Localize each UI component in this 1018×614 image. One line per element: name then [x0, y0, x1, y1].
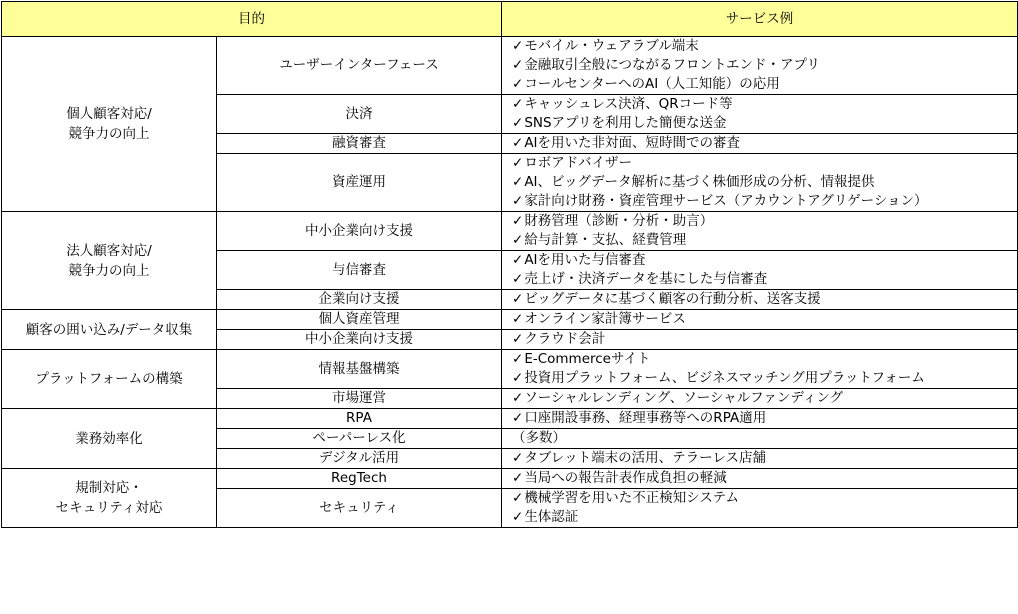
service-item	[512, 114, 1017, 133]
service-cell	[502, 134, 1018, 154]
service-item	[512, 134, 1017, 153]
service-item	[512, 469, 1017, 488]
checkmark-icon: ✓	[512, 76, 524, 92]
subcategory-cell: 資産運用	[217, 154, 502, 212]
checkmark-icon: ✓	[512, 410, 524, 426]
service-item	[512, 173, 1017, 192]
category-label-line: 業務効率化	[75, 430, 143, 447]
checkmark-icon: ✓	[512, 311, 524, 327]
header-row	[2, 2, 1018, 37]
service-cell	[502, 489, 1018, 528]
service-item-text: 当局への報告計表作成負担の軽減	[524, 470, 727, 486]
category-label-line: 競争力の向上	[68, 262, 150, 279]
service-item-text: ビッグデータに基づく顧客の行動分析、送客支援	[524, 291, 821, 307]
service-cell	[502, 429, 1018, 449]
subcategory-cell: 与信審査	[217, 251, 502, 290]
checkmark-icon: ✓	[512, 271, 524, 287]
checkmark-icon: ✓	[512, 390, 524, 406]
service-item	[512, 212, 1017, 231]
category-label-line: 法人顧客対応/	[66, 242, 152, 259]
service-item-text: AIを用いた非対面、短時間での審査	[524, 135, 741, 151]
checkmark-icon: ✓	[512, 115, 524, 131]
service-item	[512, 330, 1017, 349]
subcategory-cell: 決済	[217, 95, 502, 134]
service-cell	[502, 251, 1018, 290]
header-purpose: 目的	[2, 2, 502, 37]
service-item-text: 売上げ・決済データを基にした与信審査	[524, 271, 768, 287]
category-cell	[2, 469, 217, 528]
checkmark-icon: ✓	[512, 509, 524, 525]
service-item-text: 金融取引全般につながるフロントエンド・アプリ	[524, 57, 820, 73]
service-item	[512, 489, 1017, 508]
service-item-text: 財務管理（診断・分析・助言）	[524, 213, 714, 229]
service-item-text: 投資用プラットフォーム、ビジネスマッチング用プラットフォーム	[524, 370, 925, 386]
checkmark-icon: ✓	[512, 351, 524, 367]
service-cell	[502, 310, 1018, 330]
service-item	[512, 508, 1017, 527]
subcategory-cell: 個人資産管理	[217, 310, 502, 330]
service-item	[512, 389, 1017, 408]
service-cell	[502, 389, 1018, 409]
service-item-text: コールセンターへのAI（人工知能）の応用	[524, 76, 780, 92]
table-row	[2, 37, 1018, 95]
service-cell	[502, 95, 1018, 134]
service-item	[512, 75, 1017, 94]
checkmark-icon: ✓	[512, 370, 524, 386]
service-item-text: ロボアドバイザー	[524, 155, 633, 171]
header-service: サービス例	[502, 2, 1018, 37]
service-cell	[502, 409, 1018, 429]
checkmark-icon: ✓	[512, 193, 524, 209]
service-item-text: 生体認証	[524, 509, 579, 525]
category-cell	[2, 37, 217, 212]
service-item	[512, 290, 1017, 309]
subcategory-cell: RPA	[217, 409, 502, 429]
category-label-line: 競争力の向上	[68, 126, 150, 142]
subcategory-cell: 中小企業向け支援	[217, 212, 502, 251]
checkmark-icon: ✓	[512, 96, 524, 112]
checkmark-icon: ✓	[512, 252, 524, 268]
category-cell	[2, 409, 217, 469]
checkmark-icon: ✓	[512, 450, 524, 466]
service-item	[512, 369, 1017, 388]
service-item-text: クラウド会計	[524, 331, 606, 347]
subcategory-cell: 情報基盤構築	[217, 350, 502, 389]
category-cell	[2, 350, 217, 409]
subcategory-cell: 市場運営	[217, 389, 502, 409]
service-item	[512, 251, 1017, 270]
category-cell	[2, 212, 217, 310]
subcategory-cell: ペーパーレス化	[217, 429, 502, 449]
service-item	[512, 310, 1017, 329]
service-item-text: 家計向け財務・資産管理サービス（アカウントアグリゲーション）	[524, 193, 928, 209]
service-cell	[502, 154, 1018, 212]
service-item	[512, 409, 1017, 428]
service-item-text: AI、ビッグデータ解析に基づく株価形成の分析、情報提供	[524, 174, 875, 190]
service-item-text: SNSアプリを利用した簡便な送金	[524, 115, 727, 131]
table-row	[2, 310, 1018, 330]
service-item	[512, 231, 1017, 250]
subcategory-cell: RegTech	[217, 469, 502, 489]
service-item-text: 機械学習を用いた不正検知システム	[524, 490, 739, 506]
service-cell	[502, 290, 1018, 310]
service-cell	[502, 449, 1018, 469]
subcategory-cell: 融資審査	[217, 134, 502, 154]
subcategory-cell: 中小企業向け支援	[217, 330, 502, 350]
service-item-text: タブレット端末の活用、テラーレス店舗	[524, 450, 766, 466]
checkmark-icon: ✓	[512, 155, 524, 171]
service-item-text: E-Commerceサイト	[524, 351, 651, 367]
service-item	[512, 37, 1017, 56]
service-item-text: モバイル・ウェアラブル端末	[524, 38, 699, 54]
service-cell	[502, 350, 1018, 389]
service-item-text: キャッシュレス決済、QRコード等	[524, 96, 733, 112]
subcategory-cell: ユーザーインターフェース	[217, 37, 502, 95]
fintech-services-table	[1, 1, 1018, 528]
checkmark-icon: ✓	[512, 470, 524, 486]
service-item	[512, 95, 1017, 114]
service-cell	[502, 330, 1018, 350]
service-item	[512, 270, 1017, 289]
service-item-text: （多数）	[512, 430, 566, 446]
subcategory-cell: セキュリティ	[217, 489, 502, 528]
table-body	[2, 37, 1018, 528]
checkmark-icon: ✓	[512, 135, 524, 151]
table-row	[2, 350, 1018, 389]
table-row	[2, 409, 1018, 429]
service-cell	[502, 37, 1018, 95]
checkmark-icon: ✓	[512, 331, 524, 347]
service-item-text: オンライン家計簿サービス	[524, 311, 686, 327]
category-label-line: 個人顧客対応/	[66, 106, 152, 122]
checkmark-icon: ✓	[512, 490, 524, 506]
checkmark-icon: ✓	[512, 38, 524, 54]
service-cell	[502, 469, 1018, 489]
table-row	[2, 469, 1018, 489]
category-cell	[2, 310, 217, 350]
service-item	[512, 449, 1017, 468]
checkmark-icon: ✓	[512, 57, 524, 73]
service-cell	[502, 212, 1018, 251]
checkmark-icon: ✓	[512, 291, 524, 307]
category-label-line: 顧客の囲い込み/データ収集	[25, 321, 193, 338]
checkmark-icon: ✓	[512, 213, 524, 229]
checkmark-icon: ✓	[512, 174, 524, 190]
category-label-line: セキュリティ対応	[55, 500, 163, 516]
subcategory-cell: 企業向け支援	[217, 290, 502, 310]
service-item	[512, 350, 1017, 369]
service-item	[512, 192, 1017, 211]
service-item	[512, 154, 1017, 173]
service-item-text: 給与計算・支払、経費管理	[524, 232, 687, 248]
table-row	[2, 212, 1018, 251]
category-label-line: 規制対応・	[75, 480, 143, 496]
service-item-text: 口座開設事務、経理事務等へのRPA適用	[524, 410, 767, 426]
category-label-line: プラットフォームの構築	[35, 371, 183, 387]
service-item-text: AIを用いた与信審査	[524, 252, 646, 268]
subcategory-cell: デジタル活用	[217, 449, 502, 469]
service-item-text: ソーシャルレンディング、ソーシャルファンディング	[524, 390, 844, 406]
service-item	[512, 56, 1017, 75]
checkmark-icon: ✓	[512, 232, 524, 248]
